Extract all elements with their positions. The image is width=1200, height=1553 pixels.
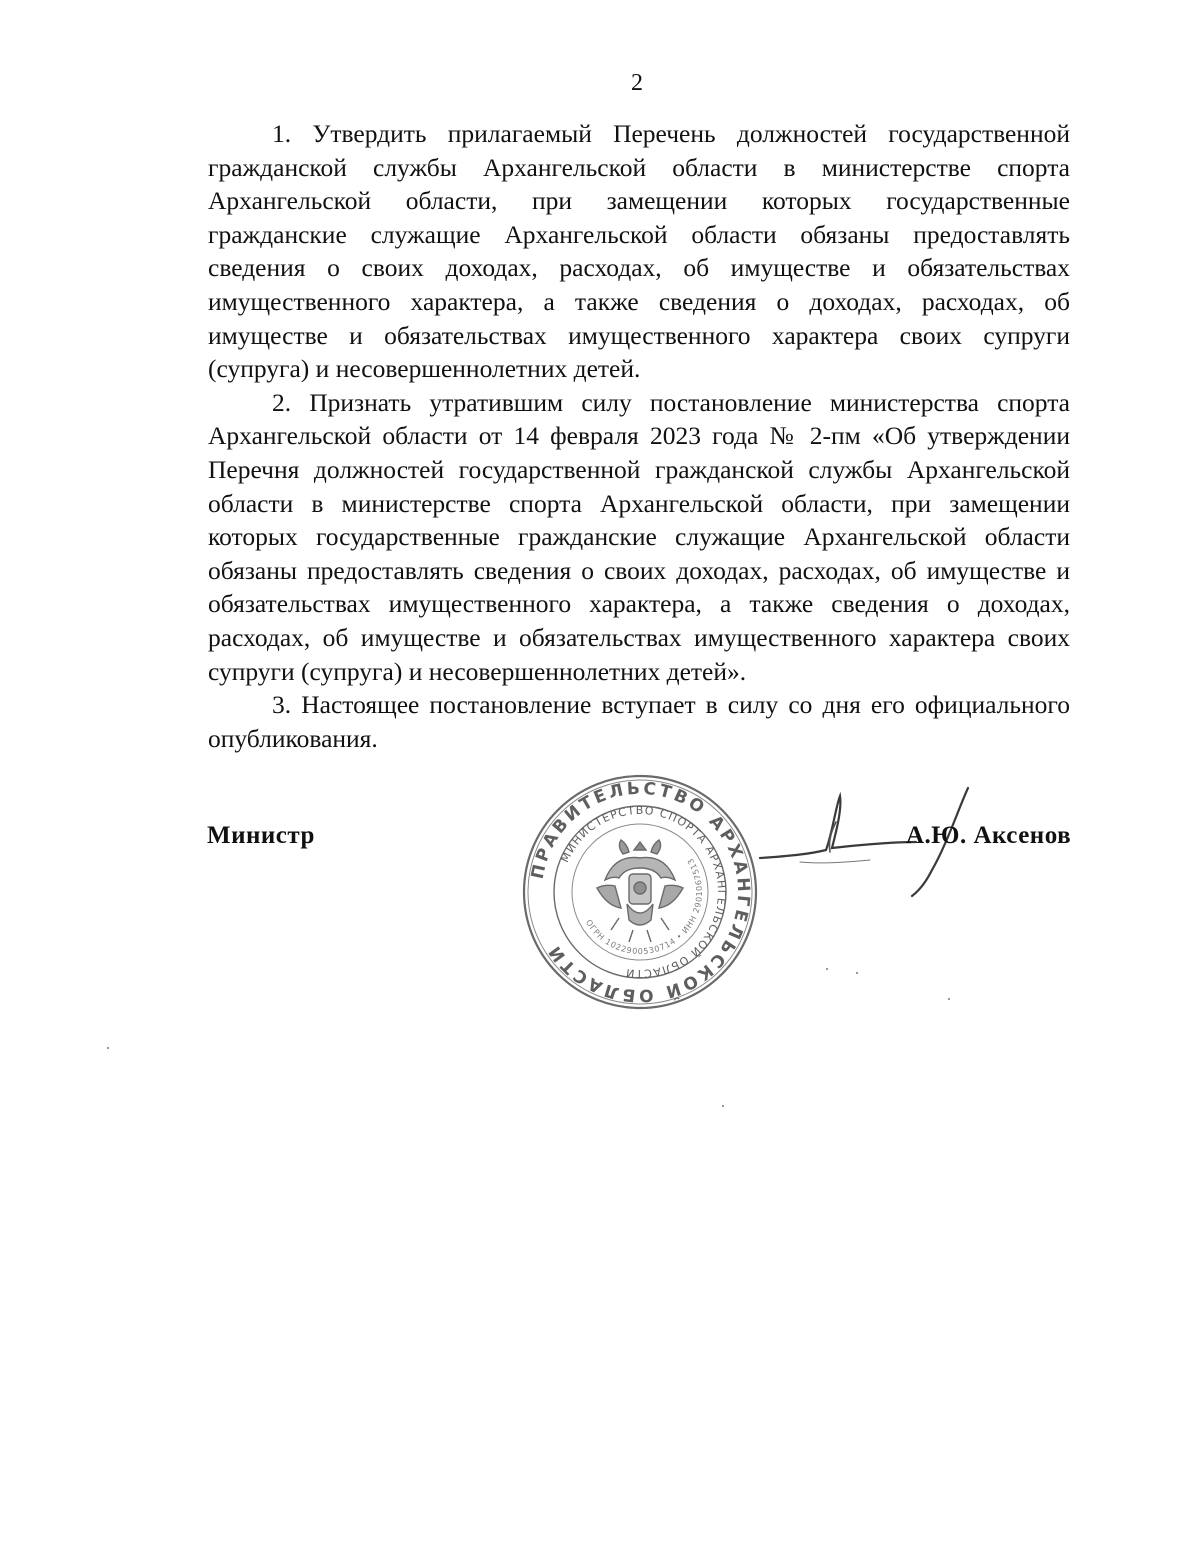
signer-title: Министр: [207, 822, 315, 849]
document-body: [208, 117, 1070, 755]
seal-outer-text: ПРАВИТЕЛЬСТВО АРХАНГЕЛЬСКОЙ ОБЛАСТИ: [527, 778, 754, 1006]
official-seal: [515, 770, 765, 1010]
scan-speck: [826, 968, 828, 970]
signature-block: [0, 760, 1200, 1020]
seal-inner-text: МИНИСТЕРСТВО СПОРТА АРХАНГЕЛЬСКОЙ ОБЛАСТИ: [558, 803, 729, 981]
signer-name: А.Ю. Аксенов: [906, 822, 1072, 849]
scan-speck: [722, 1105, 724, 1107]
page-number: 2: [631, 70, 643, 96]
paragraph-3: 3. Настоящее постановление вступает в силу со дня его официального опубликования.: [208, 690, 1070, 753]
scan-speck: [856, 972, 858, 974]
paragraph-1: 1. Утвердить прилагаемый Перечень должностей государственной гражданской службы Архангельской области в министерстве спорта Архангельской области, при замещении которых государственные гражданские служащие Архангельской области обязаны предоставлять сведения о своих доходах, расходах, об имуществе и обязательствах имущественного характера, а также сведения о доходах, расходах, об имуществе и обязательствах имущественного характера своих супруги (супруга) и несовершеннолетних детей.: [208, 119, 1070, 384]
coat-of-arms-icon: [597, 840, 683, 942]
paragraph-2: 2. Признать утратившим силу постановление министерства спорта Архангельской области от 14 февраля 2023 года № 2-пм «Об утверждении Перечня должностей государственной гражданской службы Архангельской области в министерстве спорта Архангельской области, при замещении которых государственные гражданские служащие Архангельской области обязаны предоставлять сведения о своих доходах, расходах, об имуществе и обязательствах имущественного характера, а также сведения о доходах, расходах, об имуществе и обязательствах имущественного характера своих супруги (супруга) и несовершеннолетних детей».: [208, 387, 1070, 686]
scan-speck: [107, 1047, 109, 1049]
svg-text:ОГРН 1022900530714 • ИНН 29010: [584, 856, 704, 956]
scan-speck: [948, 998, 950, 1000]
seal-ids-text: ОГРН 1022900530714 • ИНН 2901067513: [583, 856, 705, 957]
